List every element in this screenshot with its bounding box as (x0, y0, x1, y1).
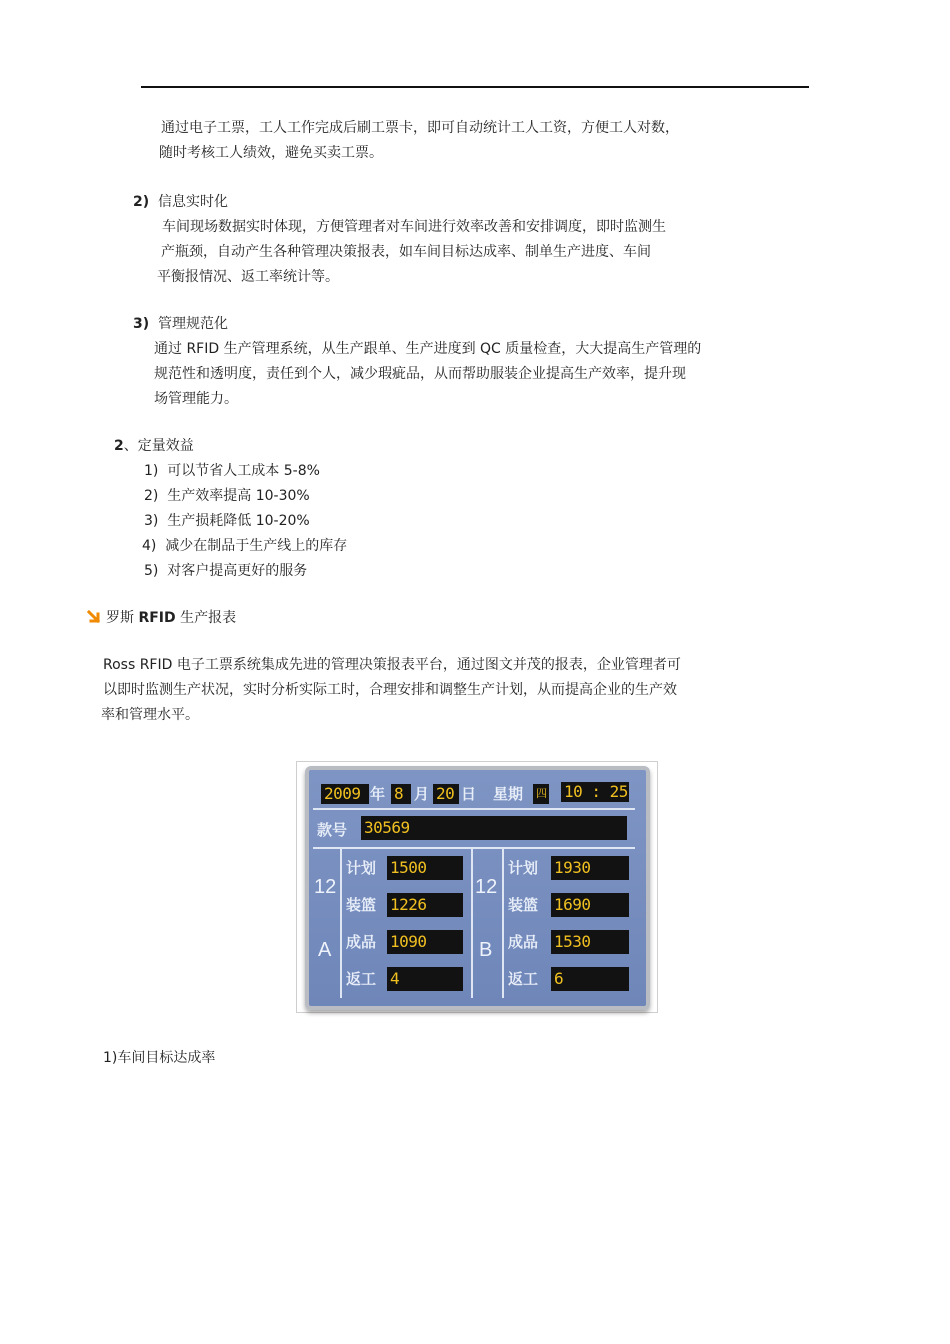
line-a-letter: A (318, 939, 332, 961)
line-b-row-label: 返工 (508, 970, 539, 988)
section-2-line-3: 平衡报情况、返工率统计等。 (157, 269, 339, 285)
line-a-row-value: 4 (387, 967, 463, 991)
line-a-row-label: 返工 (346, 970, 377, 988)
section-2-heading (133, 192, 228, 212)
header-rule (141, 86, 809, 88)
style-label: 款号 (317, 821, 348, 839)
line-a-number: 12 (314, 876, 337, 898)
divider (313, 808, 635, 810)
report-line-2: 以即时监测生产状况，实时分析实际工时，合理安排和调整生产计划，从而提高企业的生产效 (103, 682, 677, 698)
weekday-display: 四 (533, 784, 549, 804)
led-display-board (305, 766, 650, 1010)
line-b-row-value: 1930 (551, 856, 629, 880)
divider (471, 848, 473, 998)
section-2-line-2: 产瓶颈，自动产生各种管理决策报表，如车间目标达成率、制单生产进度、车间 (161, 244, 651, 260)
line-b-row-label: 计划 (508, 859, 539, 877)
section-2-title: 信息实时化 (158, 194, 229, 210)
divider (502, 848, 504, 998)
section-3-line-2: 规范性和透明度，责任到个人，减少瑕疵品，从而帮助服装企业提高生产效率，提升现 (154, 366, 686, 382)
line-a-row-value: 1500 (387, 856, 463, 880)
report-heading: 罗斯 RFID 生产报表 (106, 610, 237, 626)
section-2-number: 2) (133, 194, 150, 210)
year-label: 年 (370, 785, 386, 803)
quant-item: 1) 可以节省人工成本 5-8% (144, 463, 320, 479)
day-display: 20 (433, 784, 459, 804)
time-display: 10 : 25 (561, 782, 629, 802)
divider (340, 848, 342, 998)
line-a-row-value: 1090 (387, 930, 463, 954)
intro-line-2: 随时考核工人绩效，避免买卖工票。 (159, 145, 383, 161)
line-b-row-label: 成品 (508, 933, 539, 951)
section-3-line-1: 通过 RFID 生产管理系统，从生产跟单、生产进度到 QC 质量检查，大大提高生产管理的 (154, 341, 702, 357)
day-label: 日 (461, 785, 477, 803)
line-a-row-label: 计划 (346, 859, 377, 877)
month-label: 月 (414, 785, 430, 803)
section-3-line-3: 场管理能力。 (154, 391, 238, 407)
section-2-line-1: 车间现场数据实时体现，方便管理者对车间进行效率改善和安排调度，即时监测生 (162, 219, 666, 235)
line-b-row-value: 1530 (551, 930, 629, 954)
section-3-heading (133, 314, 228, 334)
line-a-row-value: 1226 (387, 893, 463, 917)
section-3-title: 管理规范化 (158, 316, 229, 332)
divider (313, 847, 635, 849)
weekday-label: 星期 (493, 785, 524, 803)
line-b-letter: B (479, 939, 493, 961)
report-line-3: 率和管理水平。 (101, 707, 199, 723)
style-number-display: 30569 (361, 816, 627, 840)
line-b-row-label: 装篮 (508, 896, 539, 914)
intro-line-1: 通过电子工票，工人工作完成后刷工票卡，即可自动统计工人工资，方便工人对数， (161, 120, 679, 136)
orange-arrow-icon (87, 610, 101, 624)
line-a-row-label: 成品 (346, 933, 377, 951)
section-3-number: 3) (133, 316, 150, 332)
year-display: 2009 (321, 784, 369, 804)
line-b-row-value: 1690 (551, 893, 629, 917)
quant-item: 5) 对客户提高更好的服务 (144, 563, 308, 579)
caption: 1)车间目标达成率 (103, 1050, 216, 1066)
quant-title: 、定量效益 (123, 438, 194, 454)
report-line-1: Ross RFID 电子工票系统集成先进的管理决策报表平台，通过图文并茂的报表，企业管理者可 (103, 657, 681, 673)
quant-heading (114, 436, 194, 456)
line-b-number: 12 (475, 876, 498, 898)
quant-item: 3) 生产损耗降低 10-20% (144, 513, 310, 529)
quant-number: 2 (114, 438, 124, 454)
month-display: 8 (391, 784, 411, 804)
quant-item: 2) 生产效率提高 10-30% (144, 488, 310, 504)
line-a-row-label: 装篮 (346, 896, 377, 914)
line-b-row-value: 6 (551, 967, 629, 991)
quant-item: 4) 减少在制品于生产线上的库存 (142, 538, 348, 554)
